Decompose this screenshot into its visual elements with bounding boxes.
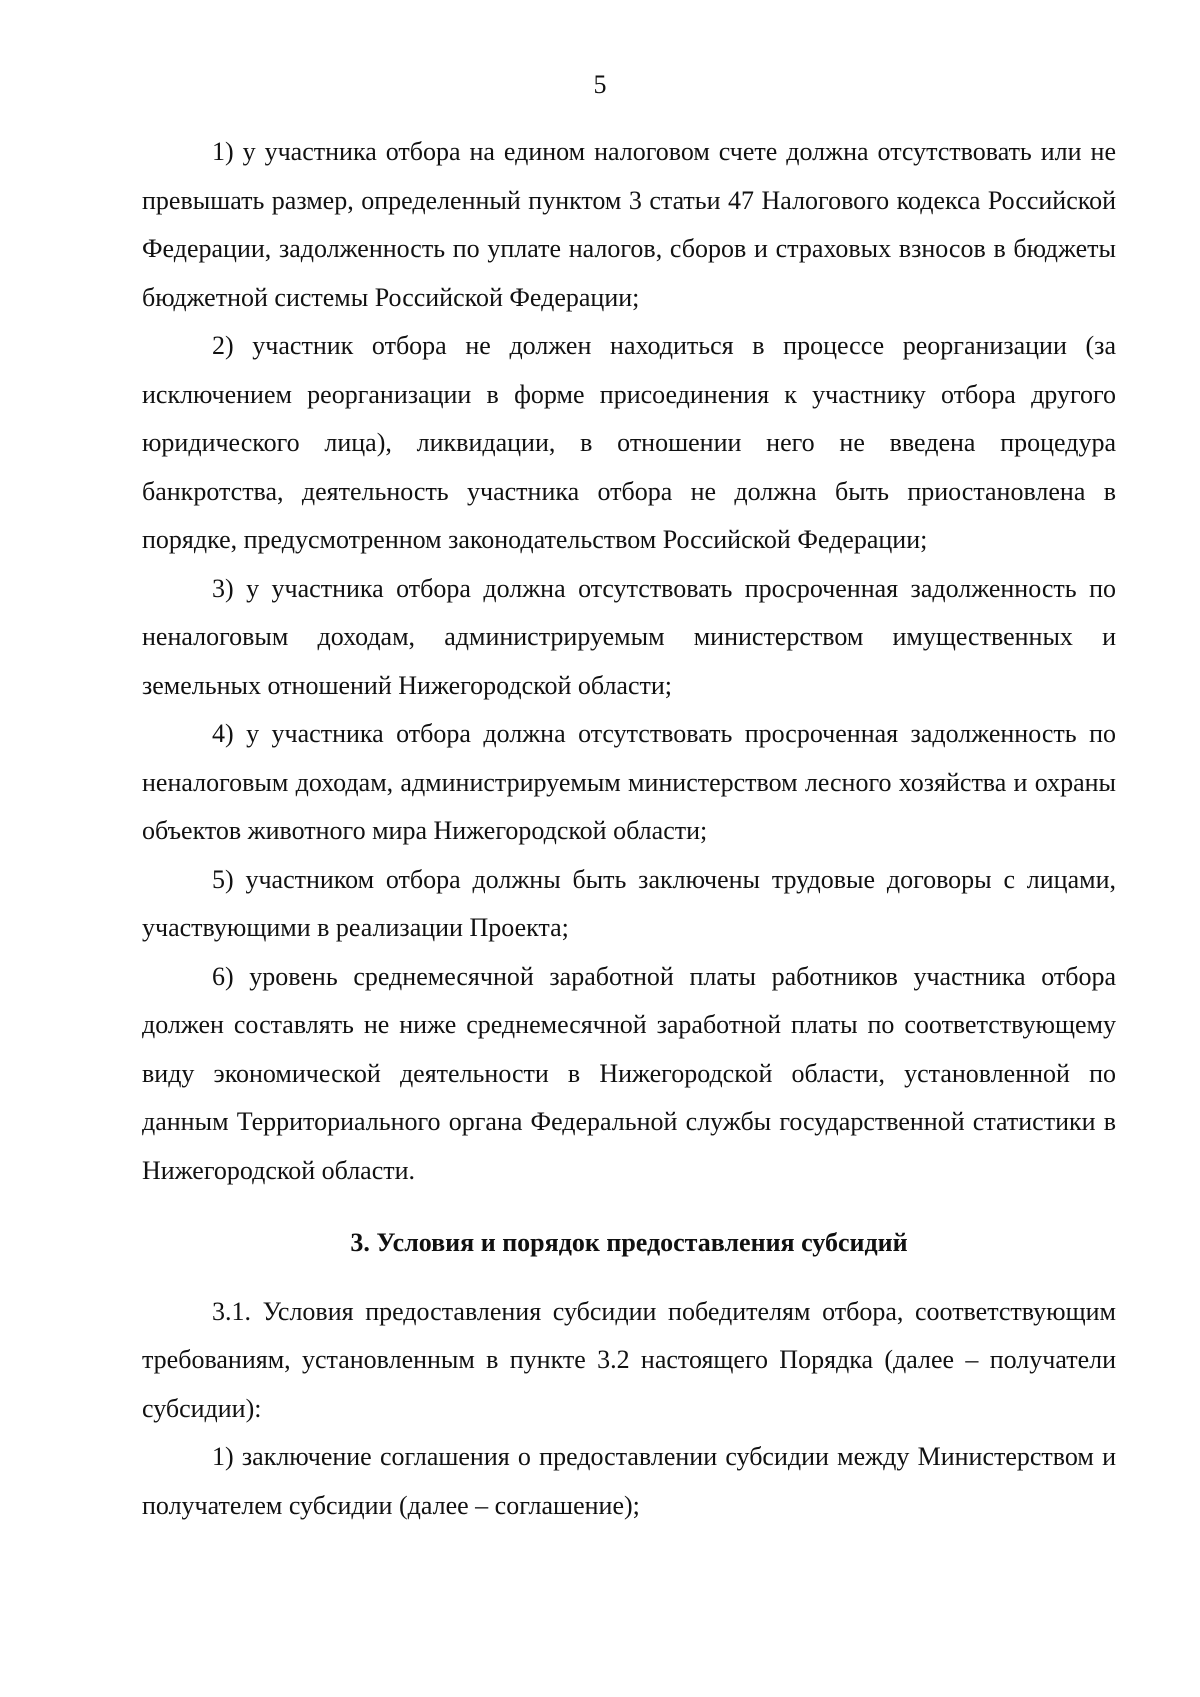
requirement-item-6: 6) уровень среднемесячной заработной платы работников участника отбора должен составлять не ниже среднемесячной заработной платы по соответствующему виду экономической деятельности в Нижегородской области, установленной по данным Территориального органа Федеральной службы государственной статистики в Нижегородской области. — [142, 961, 1116, 1185]
page-number: 5 — [593, 70, 607, 99]
requirement-item-5: 5) участником отбора должны быть заключены трудовые договоры с лицами, участвующими в реализации Проекта; — [142, 864, 1116, 942]
condition-item-1: 1) заключение соглашения о предоставлении субсидии между Министерством и получателем субсидии (далее – соглашение); — [142, 1442, 1116, 1520]
clause-3-1: 3.1. Условия предоставления субсидии победителям отбора, соответствующим требованиям, установленным в пункте 3.2 настоящего Порядка (далее – получатели субсидии): — [142, 1296, 1116, 1423]
requirement-item-1: 1) у участника отбора на едином налоговом счете должна отсутствовать или не превышать размер, определенный пунктом 3 статьи 47 Налогового кодекса Российской Федерации, задолженность по уплате налогов, сборов и страховых взносов в бюджеты бюджетной системы Российской Федерации; — [142, 137, 1116, 312]
requirement-item-3: 3) у участника отбора должна отсутствовать просроченная задолженность по неналоговым доходам, администрируемым министерством имущественных и земельных отношений Нижегородской области; — [142, 573, 1116, 700]
requirement-item-4: 4) у участника отбора должна отсутствовать просроченная задолженность по неналоговым доходам, администрируемым министерством лесного хозяйства и охраны объектов животного мира Нижегородской области; — [142, 719, 1116, 845]
section-heading: 3. Условия и порядок предоставления субсидий — [350, 1228, 908, 1257]
requirement-item-2: 2) участник отбора не должен находиться в процессе реорганизации (за исключением реорганизации в форме присоединения к участнику отбора другого юридического лица), ликвидации, в отношении него не введена процедура банкротства, деятельность участника отбора не должна быть приостановлена в порядке, предусмотренном законодательством Российской Федерации; — [142, 331, 1116, 554]
document-body — [142, 128, 1116, 1530]
